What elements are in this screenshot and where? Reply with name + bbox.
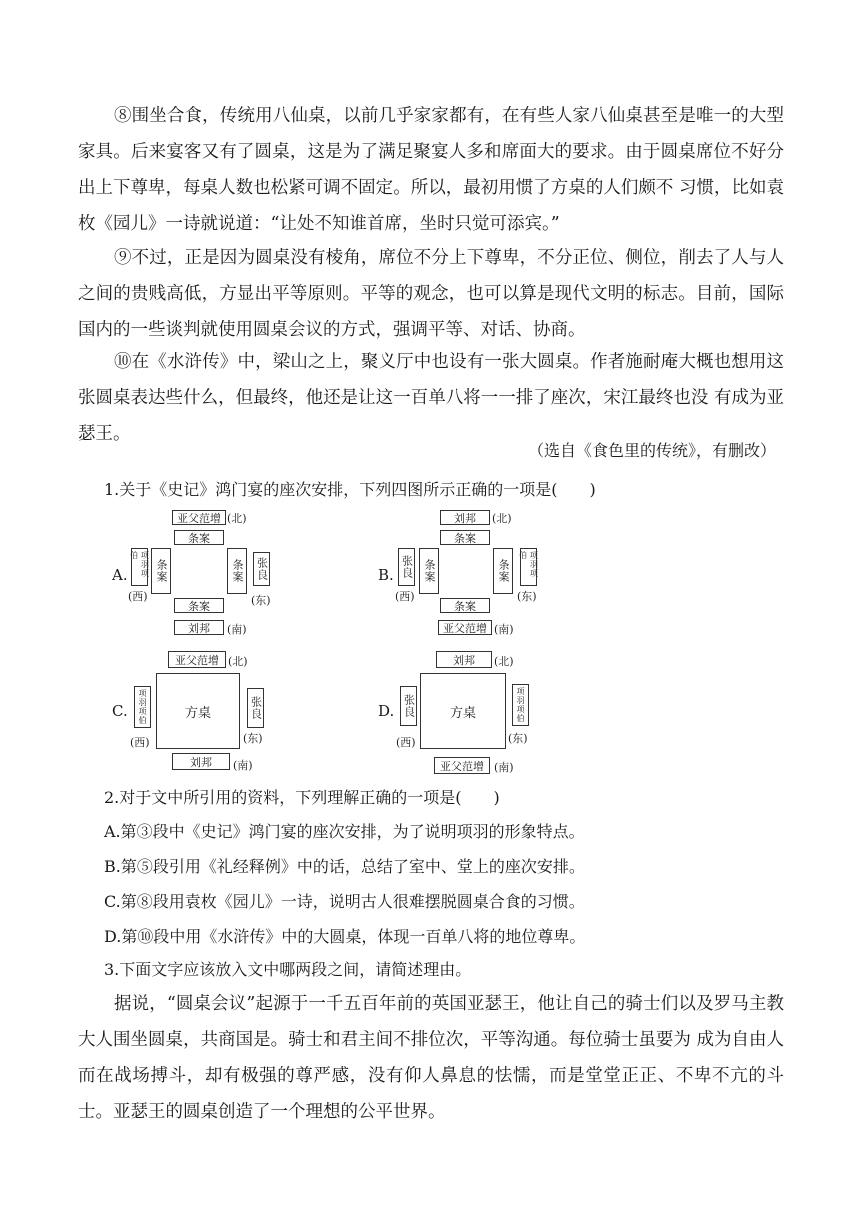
table-fangzhuo: 方桌 — [420, 673, 506, 749]
seat-zhangliang: 张良 — [398, 548, 415, 586]
seat-yafu-fanzeng: 亚父范增 — [434, 757, 490, 774]
seat-liubang: 刘邦 — [174, 620, 224, 635]
direction-south: (南) — [233, 759, 253, 772]
direction-south: (南) — [494, 623, 514, 636]
option-label-a: A. — [112, 566, 128, 584]
table-fangzhuo: 方桌 — [156, 673, 240, 749]
direction-south: (南) — [494, 761, 514, 774]
table-tiaoan-top: 条案 — [440, 530, 490, 545]
direction-south: (南) — [227, 623, 247, 636]
table-tiaoan-right: 条案 — [493, 548, 513, 594]
option-label-d: D. — [378, 702, 395, 720]
table-tiaoan-left: 条案 — [151, 548, 171, 594]
table-tiaoan-left: 条案 — [419, 548, 439, 594]
direction-east: (东) — [251, 594, 271, 607]
option-label-b: B. — [378, 566, 394, 584]
question-2-option-a: A.第③段中《史记》鸿门宴的座次安排，为了说明项羽的形象特点。 — [104, 822, 585, 841]
seat-liubang: 刘邦 — [172, 753, 230, 770]
seat-yafu-fanzeng: 亚父范增 — [168, 651, 226, 668]
direction-east: (东) — [508, 732, 528, 745]
table-tiaoan-bottom: 条案 — [440, 598, 490, 613]
direction-west: (西) — [395, 590, 415, 603]
direction-north: (北) — [227, 512, 247, 525]
question-1: 1.关于《史记》鸿门宴的座次安排，下列四图所示正确的一项是( ) — [104, 480, 596, 499]
question-2-option-d: D.第⑩段中用《水浒传》中的大圆桌，体现一百单八将的地位尊卑。 — [104, 927, 586, 946]
seat-yafu-fanzeng: 亚父范增 — [172, 510, 226, 525]
direction-east: (东) — [517, 590, 537, 603]
seat-xiangyu-xiangbo: 项羽项伯 — [520, 548, 537, 586]
question-3: 3.下面文字应该放入文中哪两段之间，请简述理由。 — [104, 960, 472, 979]
paragraph-8: ⑧围坐合食，传统用八仙桌，以前几乎家家都有，在有些人家八仙桌甚至是唯一的大型家具。后来宴客又有了圆桌，这是为了满足聚宴人多和席面大的要求。由于圆桌席位不好分出上下尊卑，每桌人数也松紧可调不固定。所以，最初用惯了方桌的人们颇不 习惯，比如袁枚《园儿》一诗就说道：“让处不知谁首席，坐时只觉可添宾。” — [78, 106, 784, 234]
paragraph-9: ⑨不过，正是因为圆桌没有棱角，席位不分上下尊卑，不分正位、侧位，削去了人与人之间的贵贱高低，方显出平等原则。平等的观念，也可以算是现代文明的标志。目前，国际国内的一些谈判就使用圆桌会议的方式，强调平等、对话、协商。 — [78, 248, 784, 340]
direction-north: (北) — [494, 655, 514, 668]
seat-zhangliang: 张良 — [400, 686, 417, 726]
seat-zhangliang: 张良 — [253, 552, 270, 586]
seat-xiangyu-xiangbo: 项羽项伯 — [131, 548, 148, 586]
option-label-c: C. — [112, 702, 128, 720]
seat-zhangliang: 张良 — [247, 688, 264, 728]
direction-west: (西) — [130, 736, 150, 749]
paragraph-10: ⑩在《水浒传》中，梁山之上，聚义厅中也设有一张大圆桌。作者施耐庵大概也想用这张圆桌表达些什么，但最终，他还是让这一百单八将一一排了座次，宋江最终也没 有成为亚瑟王。 — [78, 352, 784, 444]
direction-north: (北) — [228, 655, 248, 668]
table-tiaoan-bottom: 条案 — [174, 598, 224, 613]
question-2-option-c: C.第⑧段用袁枚《园儿》一诗，说明古人很难摆脱圆桌合食的习惯。 — [104, 892, 585, 911]
question-3-passage: 据说，“圆桌会议”起源于一千五百年前的英国亚瑟王，他让自己的骑士们以及罗马主教大人围坐圆桌，共商国是。骑士和君主间不排位次，平等沟通。每位骑士虽要为 成为自由人而在战场搏斗，却有极强的尊严感，没有仰人鼻息的怯懦，而是堂堂正正、不卑不亢的斗士。亚瑟王的圆桌创造了一个理想的公平世界。 — [78, 994, 784, 1122]
source-citation: （选自《食色里的传统》，有删改） — [527, 441, 776, 460]
question-2: 2.对于文中所引用的资料，下列理解正确的一项是( ) — [104, 788, 500, 807]
seat-liubang: 刘邦 — [440, 510, 490, 525]
direction-north: (北) — [492, 512, 512, 525]
seat-xiangyu-xiangbo: 项羽项伯 — [134, 686, 151, 728]
seat-liubang: 刘邦 — [436, 651, 492, 668]
table-tiaoan-top: 条案 — [174, 530, 224, 545]
direction-east: (东) — [243, 732, 263, 745]
question-2-option-b: B.第⑤段引用《礼经释例》中的话，总结了室中、堂上的座次安排。 — [104, 857, 585, 876]
table-tiaoan-right: 条案 — [227, 548, 247, 594]
seat-xiangyu-xiangbo: 项羽项伯 — [512, 684, 529, 726]
direction-west: (西) — [128, 590, 148, 603]
seat-yafu-fanzeng: 亚父范增 — [438, 620, 492, 635]
direction-west: (西) — [396, 736, 416, 749]
